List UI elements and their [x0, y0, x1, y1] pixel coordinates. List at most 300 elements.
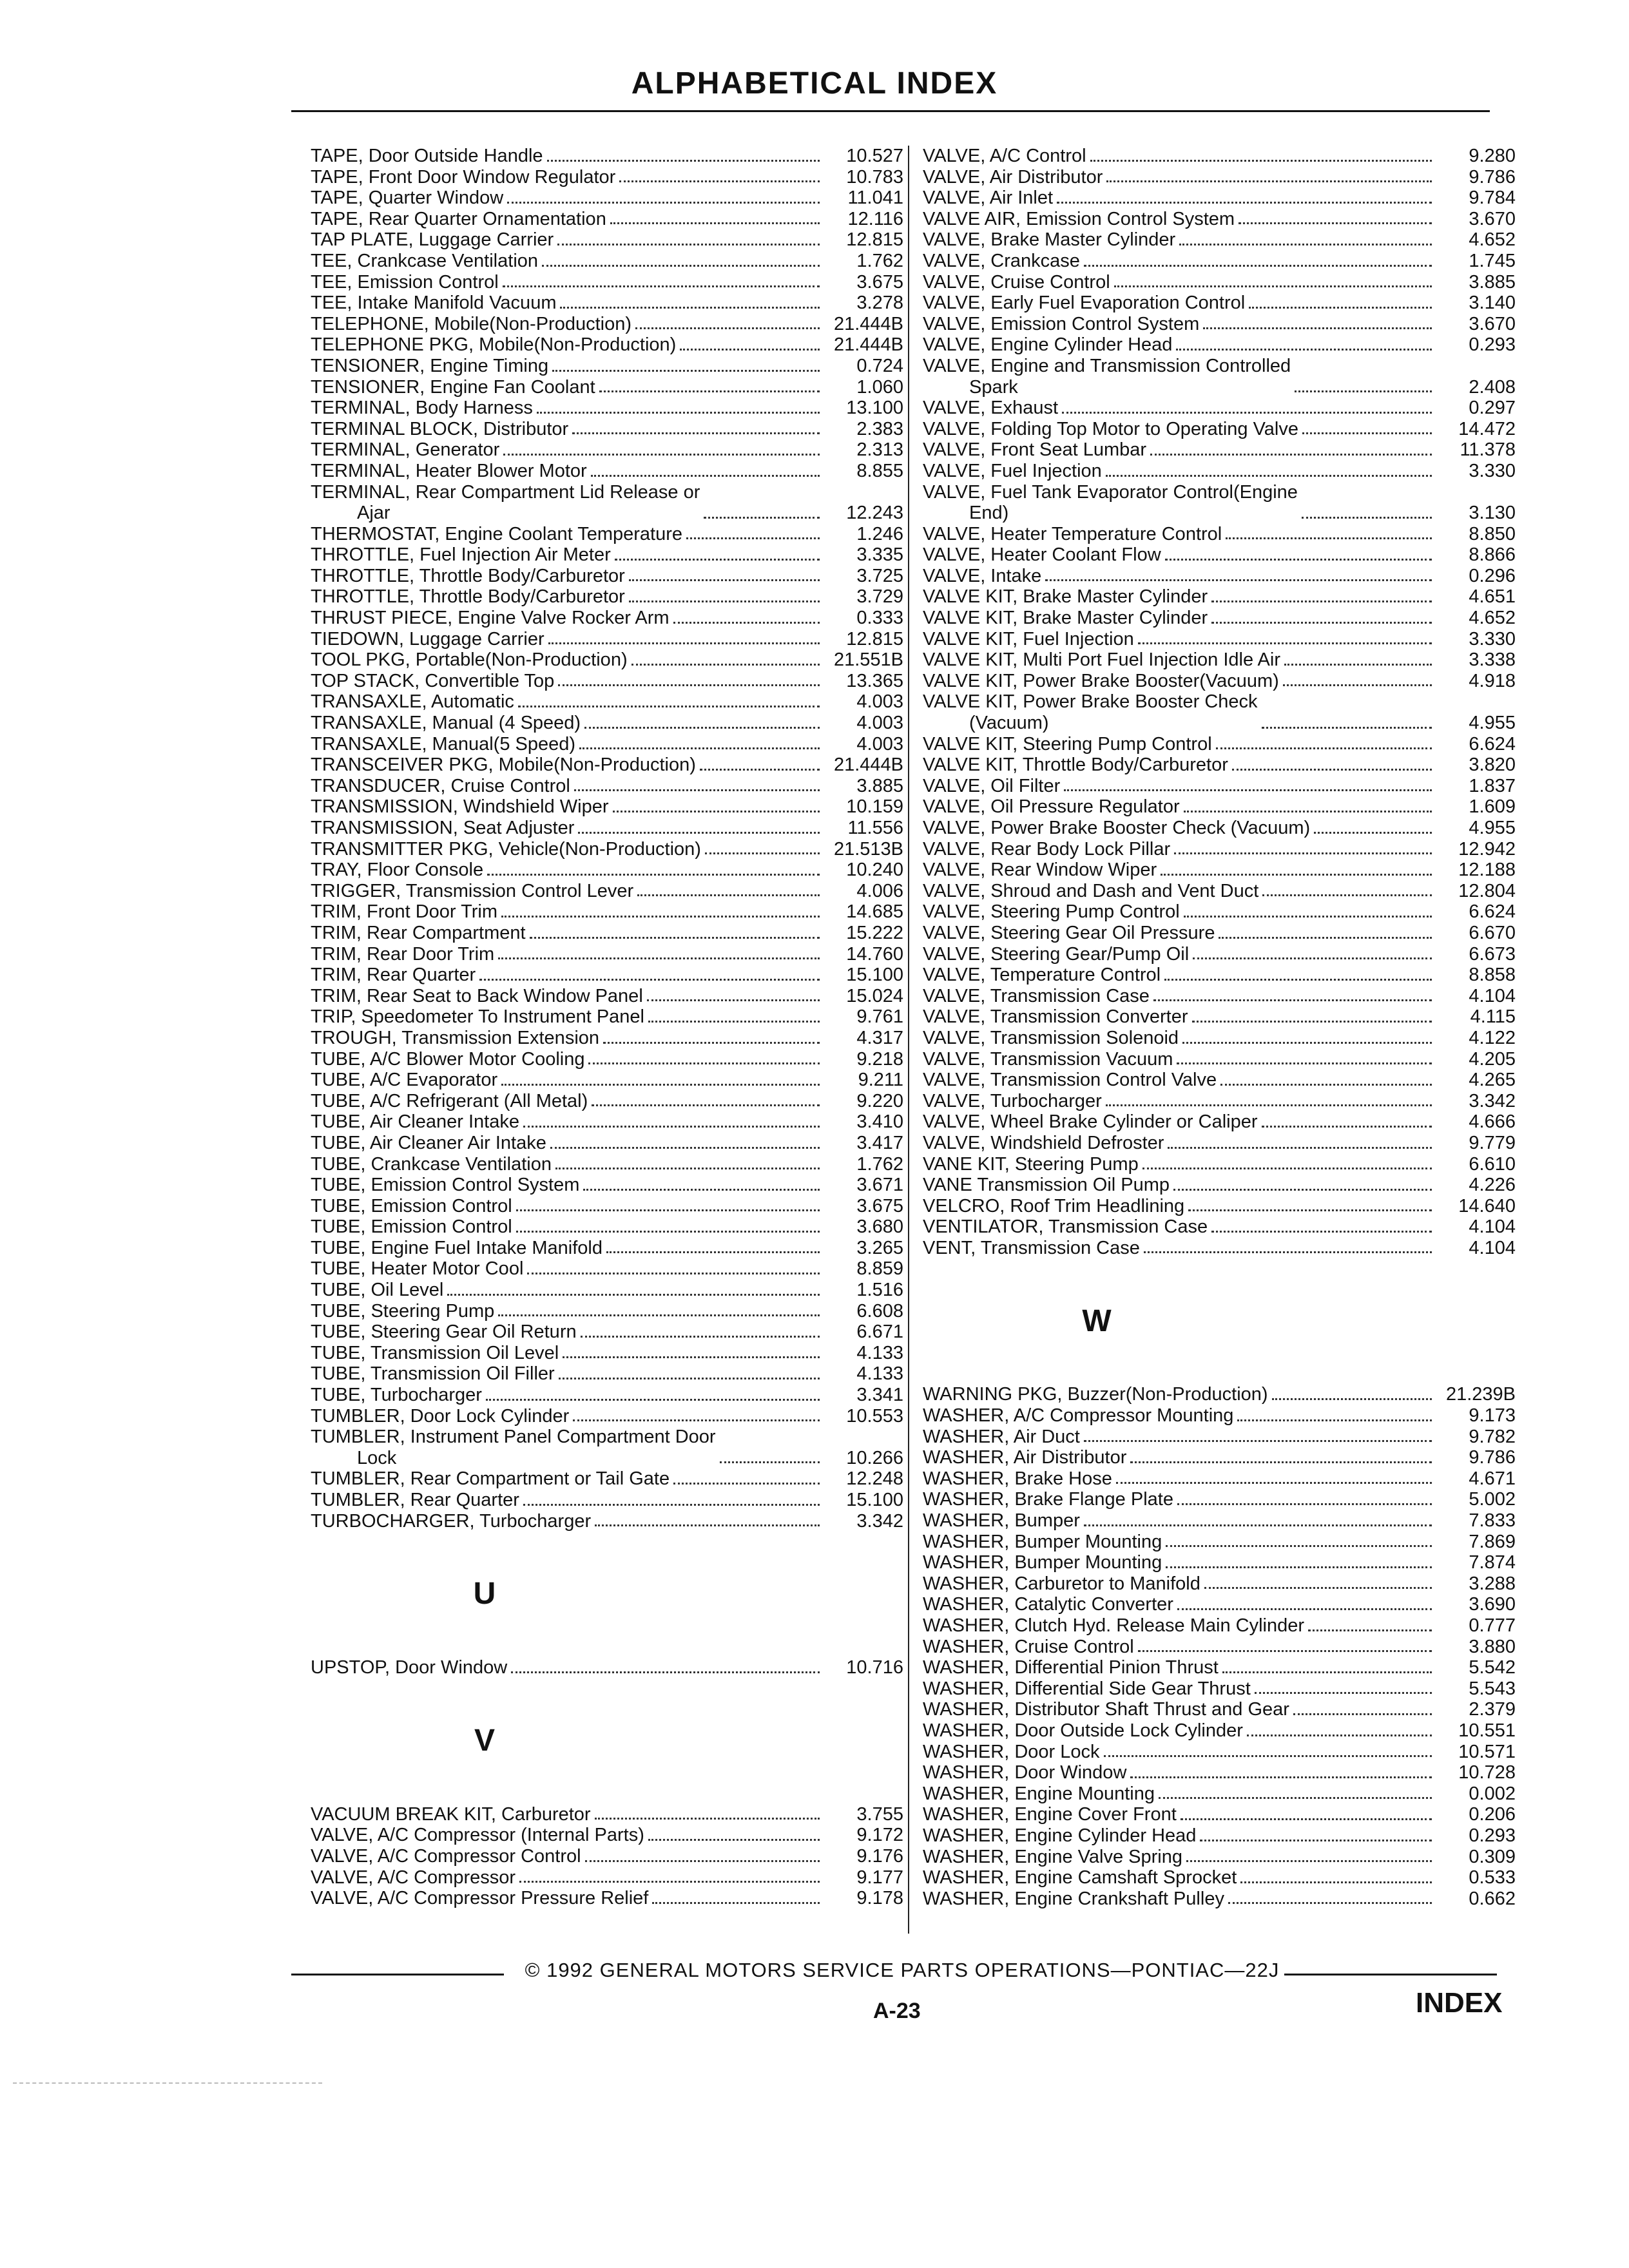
entry-label-text: TRANSMISSION, Windshield Wiper — [311, 796, 609, 818]
entry-label — [923, 1070, 1217, 1091]
index-entry — [311, 818, 903, 839]
entry-label — [923, 293, 1245, 314]
entry-number: 9.218 — [856, 1048, 903, 1070]
index-entry — [923, 334, 1516, 356]
entry-label-text: TUBE, Steering Gear Oil Return — [311, 1321, 577, 1343]
entry-label — [311, 691, 514, 713]
entry-number: 9.172 — [856, 1825, 903, 1846]
entry-number: 15.100 — [846, 965, 903, 986]
dot-leader — [613, 811, 820, 812]
entry-number: 3.670 — [1469, 208, 1516, 229]
entry-label — [923, 1867, 1237, 1888]
dot-leader — [1204, 1587, 1432, 1589]
index-entry — [923, 986, 1516, 1007]
entry-label — [311, 314, 631, 335]
entry-label-text: TUBE, Air Cleaner Intake — [311, 1111, 519, 1133]
entry-label — [311, 818, 574, 839]
entry-label-text: VALVE, Transmission Converter — [923, 1006, 1188, 1028]
entry-label-text: VALVE, Engine and Transmission Controlled — [923, 355, 1291, 376]
index-entry — [923, 1720, 1516, 1742]
entry-label — [923, 1049, 1173, 1070]
entry-label-text: WARNING PKG, Buzzer(Non-Production) — [923, 1384, 1268, 1405]
dot-leader — [1226, 537, 1432, 539]
entry-label-text: TUBE, Air Cleaner Air Intake — [311, 1132, 546, 1153]
index-entry — [923, 608, 1516, 629]
dot-leader — [1240, 1881, 1432, 1883]
entry-number: 3.675 — [856, 1195, 903, 1216]
entry-number: 21.444B — [833, 313, 903, 334]
entry-label — [311, 1111, 519, 1133]
dot-leader — [1179, 244, 1432, 245]
index-entry — [923, 167, 1516, 188]
dot-leader — [1177, 1062, 1432, 1064]
entry-label — [311, 1343, 559, 1364]
entry-number: 7.874 — [1469, 1552, 1516, 1573]
entry-number: 10.553 — [846, 1405, 903, 1427]
entry-label-text: TRANSDUCER, Cruise Control — [311, 775, 570, 796]
entry-label — [923, 1615, 1304, 1637]
index-entry — [923, 544, 1516, 566]
dot-leader — [1138, 642, 1432, 644]
index-entry — [923, 1847, 1516, 1868]
index-entry — [311, 839, 903, 860]
dot-leader — [1284, 664, 1432, 666]
entry-label-text: TRIM, Front Door Trim — [311, 901, 498, 923]
dot-leader — [1186, 1860, 1432, 1862]
dot-leader — [1057, 202, 1432, 204]
index-entry — [923, 1804, 1516, 1825]
index-entry — [311, 754, 903, 776]
dot-leader — [527, 1273, 820, 1274]
entry-number: 21.551B — [833, 649, 903, 671]
index-entry — [311, 1490, 903, 1511]
entry-label-text: VALVE, Folding Top Motor to Operating Valve — [923, 418, 1299, 439]
entry-label — [923, 209, 1235, 230]
entry-label-text: THERMOSTAT, Engine Coolant Temperature — [311, 523, 683, 544]
entry-label — [311, 671, 554, 692]
dot-leader — [585, 1860, 820, 1862]
entry-label — [311, 1028, 599, 1049]
dot-leader — [1130, 1461, 1432, 1463]
dot-leader — [629, 579, 820, 581]
entry-number: 1.745 — [1469, 250, 1516, 271]
entry-label — [311, 1846, 581, 1867]
entry-number: 12.116 — [847, 208, 903, 229]
dot-leader — [1262, 1126, 1432, 1128]
entry-number: 10.551 — [1458, 1720, 1516, 1741]
entry-number: 2.313 — [856, 439, 903, 461]
index-entry — [923, 1699, 1516, 1720]
dot-leader — [523, 1126, 820, 1128]
entry-label — [923, 818, 1310, 839]
entry-label — [923, 944, 1189, 965]
entry-label — [923, 461, 1102, 482]
index-entry — [311, 1111, 903, 1133]
entry-number: 3.671 — [856, 1175, 903, 1196]
index-entry — [311, 209, 903, 230]
entry-label — [923, 1405, 1233, 1427]
entry-label — [311, 1301, 494, 1322]
index-entry — [923, 1447, 1516, 1468]
entry-number: 9.280 — [1469, 146, 1516, 166]
entry-label — [311, 439, 499, 461]
entry-number: 4.918 — [1469, 670, 1516, 691]
entry-label-text: TUBE, Turbocharger — [311, 1385, 482, 1406]
index-entry — [311, 229, 903, 251]
entry-label-text: THRUST PIECE, Engine Valve Rocker Arm — [311, 608, 670, 629]
dot-leader — [501, 916, 820, 918]
entry-label-text: VACUUM BREAK KIT, Carburetor — [311, 1803, 591, 1825]
dot-leader — [1203, 327, 1432, 329]
entry-number: 9.786 — [1469, 166, 1516, 187]
entry-label-text: WASHER, Air Distributor — [923, 1447, 1127, 1468]
dot-leader — [1222, 1671, 1432, 1673]
index-entry — [923, 965, 1516, 986]
dot-leader — [523, 1504, 820, 1506]
page-number: A-23 — [873, 1999, 921, 2023]
entry-label-text: VALVE, Cruise Control — [923, 271, 1110, 293]
entry-label-text: TURBOCHARGER, Turbocharger — [311, 1510, 592, 1532]
entry-number: 14.640 — [1458, 1195, 1516, 1216]
entry-number: 3.265 — [856, 1237, 903, 1258]
index-entry — [923, 1111, 1516, 1133]
entry-label — [923, 524, 1222, 545]
dot-leader — [1084, 265, 1432, 267]
entry-label-text: TAP PLATE, Luggage Carrier — [311, 229, 554, 251]
dot-leader — [1045, 579, 1432, 581]
entry-label — [311, 293, 556, 314]
entry-number: 9.779 — [1469, 1132, 1516, 1153]
entry-number: 4.666 — [1469, 1111, 1516, 1133]
dot-leader — [1262, 727, 1432, 729]
entry-label — [311, 986, 643, 1007]
entry-label — [923, 1111, 1258, 1133]
index-entry — [923, 1594, 1516, 1615]
entry-label-text: TRIM, Rear Compartment — [311, 922, 526, 943]
dot-leader — [584, 727, 820, 729]
entry-label — [311, 209, 606, 230]
entry-label-text: VALVE, Steering Gear/Pump Oil — [923, 943, 1190, 965]
entry-number: 6.670 — [1469, 922, 1516, 943]
entry-label-text: VALVE, A/C Compressor Control — [311, 1845, 581, 1867]
dot-leader — [1302, 432, 1432, 434]
entry-number: 15.024 — [846, 985, 903, 1006]
index-entry — [923, 923, 1516, 944]
dot-leader — [1177, 1608, 1432, 1610]
dot-leader — [603, 1042, 820, 1044]
entry-number: 6.671 — [856, 1321, 903, 1343]
entry-number: 3.278 — [856, 293, 903, 314]
entry-label — [923, 482, 1298, 524]
index-entry — [311, 1216, 903, 1238]
entry-label-text: TERMINAL, Rear Compartment Lid Release or — [311, 481, 700, 503]
entry-label-text: VALVE, Front Seat Lumbar — [923, 439, 1147, 461]
entry-label — [923, 272, 1110, 293]
entry-number: 4.003 — [856, 733, 903, 754]
index-entry — [311, 1657, 903, 1678]
dot-leader — [1174, 852, 1432, 854]
index-entry — [311, 608, 903, 629]
entry-number: 3.880 — [1469, 1636, 1516, 1657]
entry-label — [923, 1427, 1080, 1448]
index-entry — [311, 1238, 903, 1259]
entry-label — [311, 734, 575, 755]
entry-number: 5.543 — [1469, 1678, 1516, 1699]
dot-leader — [1232, 769, 1432, 771]
entry-label-text: TUBE, Emission Control — [311, 1216, 512, 1238]
entry-label — [923, 544, 1161, 566]
entry-number: 3.335 — [856, 544, 903, 566]
index-entry — [923, 796, 1516, 818]
index-entry — [923, 1049, 1516, 1070]
index-entry — [311, 1133, 903, 1154]
entry-number: 4.205 — [1469, 1048, 1516, 1070]
entry-number: 15.100 — [846, 1490, 903, 1510]
index-entry — [923, 1637, 1516, 1658]
entry-label — [311, 1216, 512, 1238]
entry-number: 3.729 — [856, 586, 903, 608]
dot-leader — [581, 1336, 820, 1338]
entry-label — [311, 713, 581, 734]
index-entry — [311, 1091, 903, 1112]
index-entry — [923, 776, 1516, 797]
entry-label-text: WASHER, Engine Crankshaft Pulley — [923, 1888, 1224, 1909]
index-entry — [923, 671, 1516, 692]
entry-label-text: WASHER, Door Outside Lock Cylinder — [923, 1720, 1243, 1741]
index-entry — [311, 1321, 903, 1343]
dot-leader — [1216, 747, 1432, 749]
index-entry — [311, 293, 903, 314]
entry-number: 9.786 — [1469, 1447, 1516, 1468]
entry-label-text: TRANSMITTER PKG, Vehicle(Non-Production) — [311, 838, 701, 860]
entry-number: 4.104 — [1469, 985, 1516, 1006]
index-entry — [311, 796, 903, 818]
entry-label — [311, 608, 670, 629]
dot-leader — [595, 1524, 820, 1526]
dot-leader — [1090, 160, 1432, 162]
entry-label — [923, 586, 1208, 608]
entry-number: 1.837 — [1469, 775, 1516, 796]
entry-label — [923, 691, 1258, 733]
entry-label — [311, 776, 570, 797]
entry-label-text: TELEPHONE, Mobile(Non-Production) — [311, 313, 632, 334]
index-entry — [311, 629, 903, 650]
dot-leader — [560, 307, 820, 309]
dot-leader — [511, 1671, 820, 1673]
entry-label — [923, 251, 1080, 272]
dot-leader — [1104, 1755, 1432, 1757]
entry-label — [311, 1321, 577, 1343]
index-column-left — [311, 146, 903, 1909]
dot-leader — [1302, 517, 1432, 519]
entry-label — [923, 986, 1150, 1007]
index-entry — [311, 734, 903, 755]
entry-label-text: TIEDOWN, Luggage Carrier — [311, 628, 545, 649]
entry-number: 3.725 — [856, 565, 903, 586]
entry-number: 4.651 — [1469, 586, 1516, 608]
entry-label-text: TRIM, Rear Door Trim — [311, 943, 495, 965]
entry-number: 8.855 — [856, 460, 903, 481]
dot-leader — [1239, 222, 1432, 224]
entry-number: 6.608 — [856, 1300, 903, 1321]
entry-label — [311, 524, 682, 545]
index-entry — [923, 566, 1516, 587]
dot-leader — [1200, 1840, 1432, 1841]
entry-number: 1.762 — [856, 250, 903, 271]
entry-label — [311, 944, 494, 965]
entry-label-text: TUBE, Emission Control System — [311, 1175, 580, 1196]
entry-number: 10.783 — [846, 166, 903, 187]
entry-label-text: VALVE KIT, Steering Pump Control — [923, 733, 1212, 754]
entry-label-text: WASHER, Door Lock — [923, 1741, 1100, 1762]
entry-label-text: TEE, Emission Control — [311, 271, 499, 293]
entry-label-text: TERMINAL, Generator — [311, 439, 500, 461]
entry-label-continuation: End) — [969, 503, 1009, 524]
entry-label — [311, 1406, 569, 1427]
entry-label — [923, 1384, 1268, 1405]
entry-label-text: VALVE, Intake — [923, 565, 1042, 586]
entry-label — [311, 649, 628, 671]
entry-label-text: TENSIONER, Engine Timing — [311, 355, 549, 376]
entry-number: 3.330 — [1469, 628, 1516, 649]
entry-number: 0.206 — [1469, 1804, 1516, 1825]
entry-label — [311, 629, 545, 650]
entry-label-text: VALVE, Heater Coolant Flow — [923, 544, 1161, 566]
entry-label-text: VALVE, Windshield Defroster — [923, 1132, 1164, 1153]
dot-leader — [1184, 811, 1432, 812]
index-entry — [923, 944, 1516, 965]
dot-leader — [1184, 916, 1432, 918]
entry-number: 4.104 — [1469, 1237, 1516, 1258]
dot-leader — [1166, 1566, 1432, 1568]
entry-label — [311, 187, 503, 209]
entry-number: 14.760 — [846, 943, 903, 965]
entry-label-continuation: Lock — [357, 1447, 397, 1468]
entry-label — [311, 923, 526, 944]
entry-number: 0.002 — [1469, 1783, 1516, 1804]
entry-number: 3.755 — [856, 1803, 903, 1825]
index-entry — [923, 1006, 1516, 1028]
entry-label-text: TUBE, Heater Motor Cool — [311, 1258, 524, 1280]
entry-number: 13.100 — [846, 398, 903, 419]
index-entry — [311, 1280, 903, 1301]
entry-label-continuation: Ajar — [357, 503, 390, 524]
index-entry — [923, 839, 1516, 860]
entry-label — [311, 860, 483, 881]
entry-label — [311, 1070, 497, 1091]
index-entry — [311, 356, 903, 377]
entry-number: 4.671 — [1469, 1468, 1516, 1489]
entry-label — [923, 1532, 1162, 1553]
entry-label-text: TRANSAXLE, Automatic — [311, 691, 514, 713]
entry-label — [311, 1825, 644, 1846]
index-entry — [923, 1427, 1516, 1448]
entry-number: 10.716 — [846, 1657, 903, 1678]
entry-label — [311, 146, 543, 167]
index-entry — [311, 1049, 903, 1070]
entry-label — [311, 544, 611, 566]
index-entry — [923, 649, 1516, 671]
index-entry — [923, 1154, 1516, 1175]
dot-leader — [1220, 1084, 1432, 1086]
entry-label-text: VALVE KIT, Throttle Body/Carburetor — [923, 754, 1228, 776]
entry-number: 1.762 — [856, 1153, 903, 1175]
index-entry — [923, 356, 1516, 398]
entry-number: 13.365 — [846, 670, 903, 691]
entry-label-text: VALVE, Transmission Vacuum — [923, 1048, 1173, 1070]
index-entry — [923, 251, 1516, 272]
dot-leader — [498, 1314, 820, 1316]
entry-label — [923, 1594, 1173, 1615]
entry-label-text: TRIM, Rear Seat to Back Window Panel — [311, 985, 643, 1006]
dot-leader — [704, 517, 820, 519]
entry-number: 10.527 — [846, 146, 903, 166]
entry-label-text: TUBE, Emission Control — [311, 1195, 512, 1216]
dot-leader — [615, 559, 820, 561]
index-entry — [923, 1825, 1516, 1847]
entry-label — [923, 419, 1298, 440]
entry-number: 4.003 — [856, 691, 903, 713]
entry-number: 4.104 — [1469, 1216, 1516, 1238]
entry-number: 3.670 — [1469, 313, 1516, 334]
entry-label-text: TELEPHONE PKG, Mobile(Non-Production) — [311, 334, 677, 356]
entry-label-text: TROUGH, Transmission Extension — [311, 1027, 600, 1048]
entry-label-text: WASHER, Engine Camshaft Sprocket — [923, 1867, 1237, 1888]
entry-label — [923, 965, 1161, 986]
index-entry — [311, 944, 903, 965]
index-entry — [923, 629, 1516, 650]
entry-label-text: VALVE, Wheel Brake Cylinder or Caliper — [923, 1111, 1258, 1133]
entry-label-text: THROTTLE, Throttle Body/Carburetor — [311, 586, 625, 608]
entry-label-text: TAPE, Door Outside Handle — [311, 146, 543, 166]
dot-leader — [1262, 894, 1432, 896]
entry-label — [311, 1238, 602, 1259]
entry-label — [923, 1783, 1155, 1805]
entry-label — [311, 566, 625, 587]
index-entry — [923, 1552, 1516, 1573]
entry-label — [311, 1196, 512, 1217]
index-entry — [923, 209, 1516, 230]
entry-label-text: VALVE, Shroud and Dash and Vent Duct — [923, 880, 1259, 901]
entry-label-text: WASHER, Engine Mounting — [923, 1783, 1155, 1804]
entry-label — [923, 334, 1172, 356]
entry-label — [311, 167, 615, 188]
entry-label-text: VALVE, Emission Control System — [923, 313, 1200, 334]
index-entry — [311, 713, 903, 734]
entry-number: 9.173 — [1469, 1405, 1516, 1427]
dot-leader — [479, 979, 820, 981]
entry-label — [923, 187, 1053, 209]
dot-leader — [557, 244, 820, 245]
dot-leader — [686, 537, 820, 539]
entry-label — [923, 1847, 1182, 1868]
dot-leader — [548, 642, 820, 644]
entry-number: 9.176 — [856, 1845, 903, 1867]
entry-number: 12.248 — [846, 1468, 903, 1490]
index-entry — [923, 1783, 1516, 1805]
entry-label-text: WASHER, Bumper Mounting — [923, 1552, 1162, 1573]
entry-label — [311, 1258, 523, 1280]
entry-label — [923, 1804, 1177, 1825]
dot-leader — [1255, 1692, 1432, 1694]
entry-number: 21.513B — [833, 838, 903, 860]
index-entry — [923, 1657, 1516, 1678]
index-entry — [311, 187, 903, 209]
entry-label-text: WASHER, Carburetor to Manifold — [923, 1573, 1200, 1594]
index-entry — [311, 146, 903, 167]
dot-leader — [555, 1168, 820, 1169]
entry-label — [311, 965, 476, 986]
